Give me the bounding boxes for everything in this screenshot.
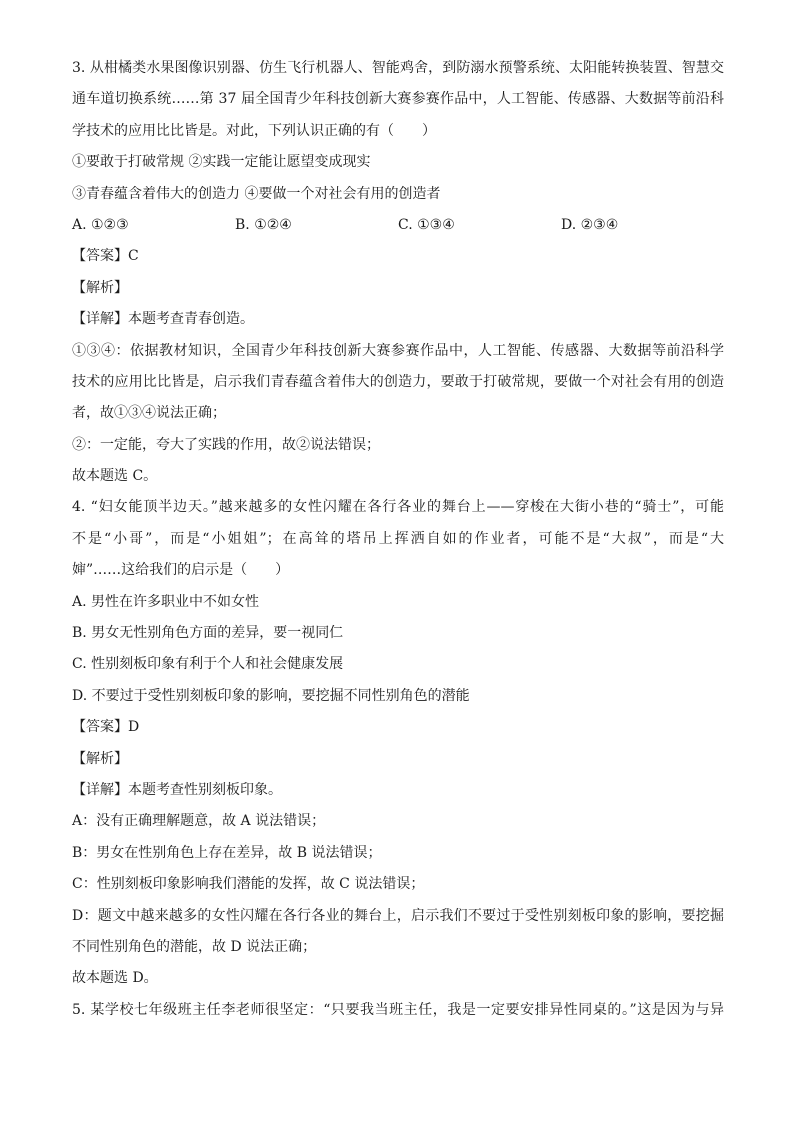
explanation-line: 技术的应用比比皆是，启示我们青春蕴含着伟大的创造力，要敢于打破常规，要做一个对社会有用的创造 — [72, 373, 724, 390]
question-stem-line: 婶”……这给我们的启示是（ ） — [72, 562, 290, 579]
question-5 — [72, 1000, 724, 1020]
statement-line: ①要敢于打破常规 ②实践一定能让愿望变成现实 — [72, 154, 371, 171]
analysis-line — [72, 278, 724, 298]
answer-line — [72, 246, 724, 266]
explanation-line: B：男女在性别角色上存在差异，故 B 说法错误； — [72, 844, 382, 861]
options-row — [72, 215, 724, 235]
explanation-line: 不同性别角色的潜能，故 D 说法正确； — [72, 938, 317, 955]
explanation-line: 故本题选 D。 — [72, 970, 158, 987]
answer-value: C — [128, 248, 139, 265]
option-c: C. 性别刻板印象有利于个人和社会健康发展 — [72, 656, 344, 673]
question-stem-line: 通车道切换系统……第 37 届全国青少年科技创新大赛参赛作品中，人工智能、传感器、大数据等前沿科 — [72, 91, 724, 108]
statement-line: ③青春蕴含着伟大的创造力 ④要做一个对社会有用的创造者 — [72, 185, 441, 202]
option-b: B. ①②④ — [235, 216, 292, 233]
option-a: A. ①②③ — [72, 216, 129, 233]
detail-line — [72, 780, 724, 800]
answer-line — [72, 717, 724, 737]
detail-tag: 【 详解 】 — [72, 782, 128, 798]
question-stem-line: 3. 从柑橘类水果图像识别器、仿生飞行机器人、智能鸡舍，到防溺水预警系统、太阳能转换装置、智慧交 — [72, 60, 724, 76]
answer-tag: 【 答案 】 — [72, 248, 128, 264]
question-4 — [72, 497, 724, 988]
option-c: C. ①③④ — [398, 216, 455, 233]
explanation-line: A：没有正确理解题意，故 A 说法错误； — [72, 813, 326, 830]
question-3 — [72, 58, 724, 486]
document-page — [72, 58, 724, 1031]
detail-lead: 本题考查青春创造。 — [128, 311, 254, 328]
explanation-line: ②：一定能，夸大了实践的作用，故②说法错误； — [72, 436, 380, 453]
detail-line — [72, 309, 724, 329]
option-b: B. 男女无性别角色方面的差异，要一视同仁 — [72, 625, 344, 642]
explanation-line: 故本题选 C。 — [72, 468, 158, 485]
answer-value: D — [128, 719, 140, 736]
analysis-tag: 【 解析 】 — [72, 280, 128, 296]
explanation-line: 者，故①③④说法正确； — [72, 405, 226, 422]
question-stem-line: 4. “妇女能顶半边天。”越来越多的女性闪耀在各行各业的舞台上——穿梭在大街小巷的“骑士”，可能 — [72, 499, 724, 516]
question-stem-line: 学技术的应用比比皆是。对此，下列认识正确的有（ ） — [72, 122, 436, 139]
option-d: D. 不要过于受性别刻板印象的影响，要挖掘不同性别角色的潜能 — [72, 687, 470, 704]
detail-lead: 本题考查性别刻板印象。 — [128, 781, 282, 798]
explanation-line: C：性别刻板印象影响我们潜能的发挥，故 C 说法错误； — [72, 876, 425, 893]
option-a: A. 男性在许多职业中不如女性 — [72, 593, 260, 610]
explanation-line: ①③④：依据教材知识，全国青少年科技创新大赛参赛作品中，人工智能、传感器、大数据等前沿科学 — [72, 342, 724, 359]
detail-tag: 【 详解 】 — [72, 311, 128, 327]
analysis-line — [72, 749, 724, 769]
explanation-line: D：题文中越来越多的女性闪耀在各行各业的舞台上，启示我们不要过于受性别刻板印象的影响，要挖掘 — [72, 907, 724, 924]
question-stem-line: 5. 某学校七年级班主任李老师很坚定：“只要我当班主任，我是一定要安排异性同桌的。”这是因为与异 — [72, 1001, 724, 1018]
question-stem-line: 不是“小哥”，而是“小姐姐”；在高耸的塔吊上挥洒自如的作业者，可能不是“大叔”，而是“大 — [72, 530, 724, 547]
option-d: D. ②③④ — [561, 216, 619, 233]
answer-tag: 【 答案 】 — [72, 719, 128, 735]
analysis-tag: 【 解析 】 — [72, 751, 128, 767]
